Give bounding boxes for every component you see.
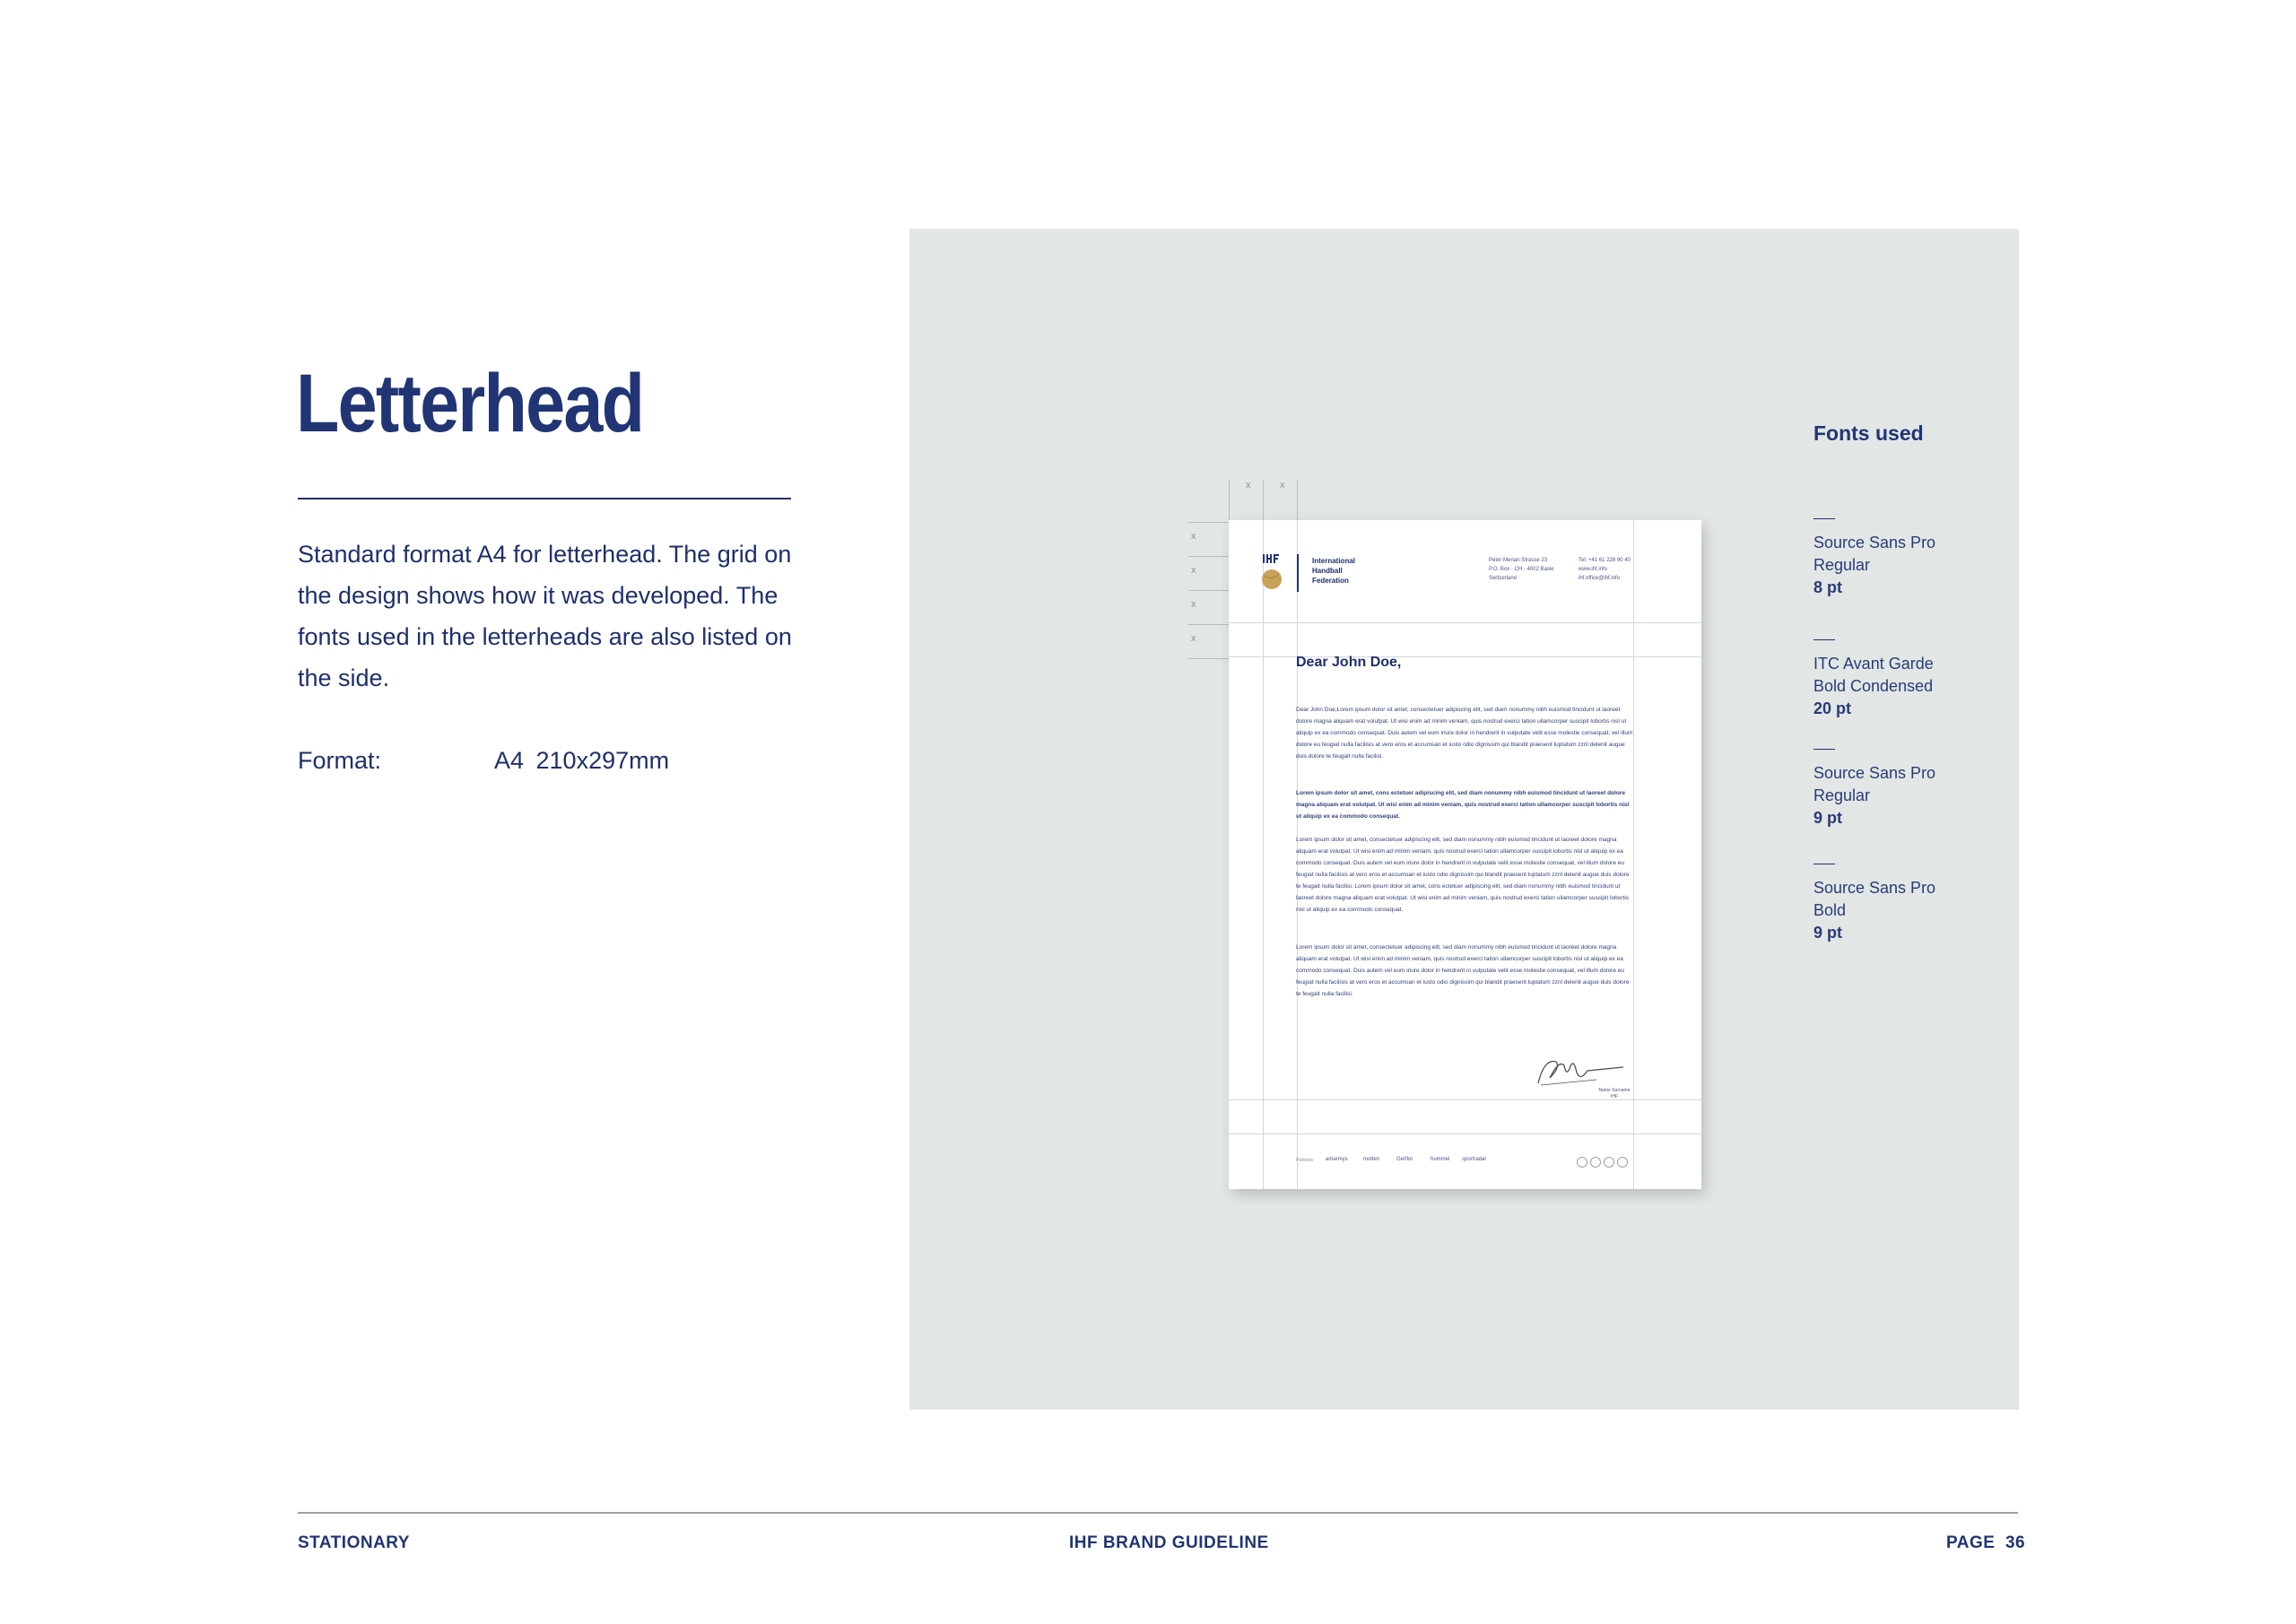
ihf-logo-icon: [1261, 552, 1283, 592]
font-spec-size: 20 pt: [1813, 699, 1852, 717]
partner-logo: amarmys: [1326, 1157, 1348, 1162]
footer-divider: [298, 1512, 2018, 1514]
format-label: Format:: [298, 747, 382, 774]
grid-guide: [1229, 622, 1701, 623]
font-spec-name: Source Sans Pro: [1813, 534, 1936, 551]
font-spec-divider: [1813, 518, 1835, 519]
grid-guide: [1297, 480, 1298, 520]
font-spec-size: 9 pt: [1813, 809, 1843, 827]
letter-paragraph: Lorem ipsum dolor sit amet, consectetuer adipiscing elit, sed diam nonummy nibh euismod tincidunt ut laoreet dolore magna aliquam erat volutpat. Ut wisi enim ad minim veniam, quis nostrud exerci tation ullamcorper suscipit lobortis nisl ut aliquip ex ea commodo consequat. Duis autem vel eum iriure dolor in hendrerit in vulputate velit esse molestie consequat, vel illum dolore eu feugiat nulla facilisis at vero eros et accumsan et iusto odio dignissim qui blandit praesent luptatum zzril delenit augue duis dolore te feugait nulla facilisi.: [1296, 944, 1630, 997]
footer-document-title: IHF BRAND GUIDELINE: [1069, 1533, 1269, 1552]
letter-paragraph: Lorem ipsum dolor sit amet, consectetuer adipiscing elit, sed diam nonummy nibh euismod tincidunt ut laoreet dolore magna aliquam erat volutpat. Ut wisi enim ad minim veniam, quis nostrud exerci tation ullamcorper suscipit lobortis nisl ut aliquip ex ea commodo consequat. Duis autem vel eum iriure dolor in hendrerit in vulputate velit esse molestie consequat, vel illum dolore eu feugiat nulla facilisis at vero eros et accumsan et iusto odio dignissim qui blandit praesent luptatum zzril delenit augue duis dolore te feugait nulla facilisi. Lorem ipsum dolor sit amet, cons ectetuer adipiscing elit, sed diam nonummy nibh euismod tincidunt ut laoreet dolore magna aliquam erat volutpat. Ut wisi enim ad minim veniam, quis nostrud exerci tation ullamcorper suscipit lobortis nisl ut aliquip ex ea commodo consequat.: [1296, 837, 1630, 913]
title-divider: [298, 498, 791, 499]
font-spec-weight: Regular: [1813, 786, 1871, 804]
grid-mark: x: [1191, 531, 1196, 542]
facebook-icon: [1590, 1157, 1601, 1168]
font-spec-size: 8 pt: [1813, 578, 1843, 596]
letterhead-sheet: [1229, 520, 1701, 1189]
page-title: Letterhead: [296, 358, 644, 449]
twitter-icon: [1577, 1157, 1587, 1168]
grid-guide: [1263, 520, 1264, 1189]
grid-guide: [1188, 556, 1229, 557]
partners-label: Partners:: [1296, 1158, 1315, 1163]
youtube-icon: [1617, 1157, 1628, 1168]
letter-paragraph: Dear John Doe,Lorem ipsum dolor sit amet, consectetuer adipiscing elit, sed diam nonummy nibh euismod tincidunt ut laoreet dolore magna aliquam erat volutpat. Ut wisi enim ad minim veniam, quis nostrud exerci tation ullamcorper suscipit lobortis nisl ut aliquip ex ea commodo consequat. Duis autem vel eum iriure dolor in hendrerit in vulputate velit esse molestie consequat, vel illum dolore eu feugiat nulla facilisis at vero eros et accumsan et iusto odio dignissim qui blandit praesent luptatum zzril delenit augue duis dolore te feugait nulla facilisi.: [1296, 707, 1633, 760]
font-spec-weight: Bold Condensed: [1813, 677, 1934, 695]
grid-guide: [1188, 624, 1229, 625]
font-spec: [1813, 749, 1993, 829]
font-spec-divider: [1813, 749, 1835, 750]
partner-logo: Gerflor: [1396, 1157, 1413, 1162]
font-spec-size: 9 pt: [1813, 924, 1843, 942]
font-spec: [1813, 864, 1993, 944]
font-spec-name: ITC Avant Garde: [1813, 655, 1934, 673]
font-spec: [1813, 518, 1993, 599]
font-spec: [1813, 639, 1993, 720]
grid-guide: [1229, 1133, 1701, 1134]
format-value: A4 210x297mm: [494, 747, 670, 774]
font-spec-divider: [1813, 639, 1835, 640]
footer-page-number: PAGE 36: [1946, 1533, 2026, 1552]
partner-logo: molten: [1363, 1157, 1380, 1162]
logo-divider: [1297, 554, 1299, 592]
footer-section-label: STATIONARY: [298, 1533, 410, 1552]
grid-guide: [1263, 480, 1264, 520]
org-name: International Handball Federation: [1312, 557, 1356, 585]
letter-salutation: Dear John Doe,: [1296, 655, 1402, 670]
grid-guide: [1188, 590, 1229, 591]
signature-image: [1534, 1049, 1632, 1090]
grid-mark: x: [1191, 599, 1196, 610]
grid-guide: [1188, 522, 1229, 523]
instagram-icon: [1604, 1157, 1614, 1168]
font-spec-name: Source Sans Pro: [1813, 879, 1936, 897]
font-spec-weight: Bold: [1813, 901, 1847, 919]
grid-mark: x: [1191, 633, 1196, 644]
org-contact: Tel: +41 61 228 90 40 www.ihf.info ihf.office@ihf.info: [1578, 558, 1631, 581]
letter-paragraph-bold: Lorem ipsum dolor sit amet, cons ectetuer adipiscing elit, sed diam nonummy nibh euismod tincidunt ut laoreet dolore magna aliquam erat volutpat. Ut wisi enim ad minim veniam, quis nostrud exerci tation ullamcorper suscipit lobortis nisl ut aliquip ex ea commodo consequat.: [1296, 790, 1630, 820]
grid-guide: [1229, 480, 1230, 520]
signature-name: Name Surname IHF: [1598, 1088, 1631, 1099]
partner-logo: hummel: [1431, 1157, 1450, 1162]
font-spec-weight: Regular: [1813, 556, 1871, 574]
partner-logo: sportradar: [1462, 1157, 1487, 1162]
fonts-used-title: Fonts used: [1813, 421, 1924, 445]
page-description: Standard format A4 for letterhead. The grid on the design shows how it was developed. The fonts used in the letterheads are also listed on the side.: [298, 541, 792, 691]
grid-guide: [1188, 658, 1229, 659]
org-address: Peter Merian-Strasse 23 P.O. Box · CH - 4002 Basle Switzerland: [1489, 558, 1554, 581]
grid-mark: x: [1246, 480, 1251, 491]
grid-mark: x: [1191, 565, 1196, 576]
grid-mark: x: [1280, 480, 1285, 491]
font-spec-name: Source Sans Pro: [1813, 764, 1936, 782]
